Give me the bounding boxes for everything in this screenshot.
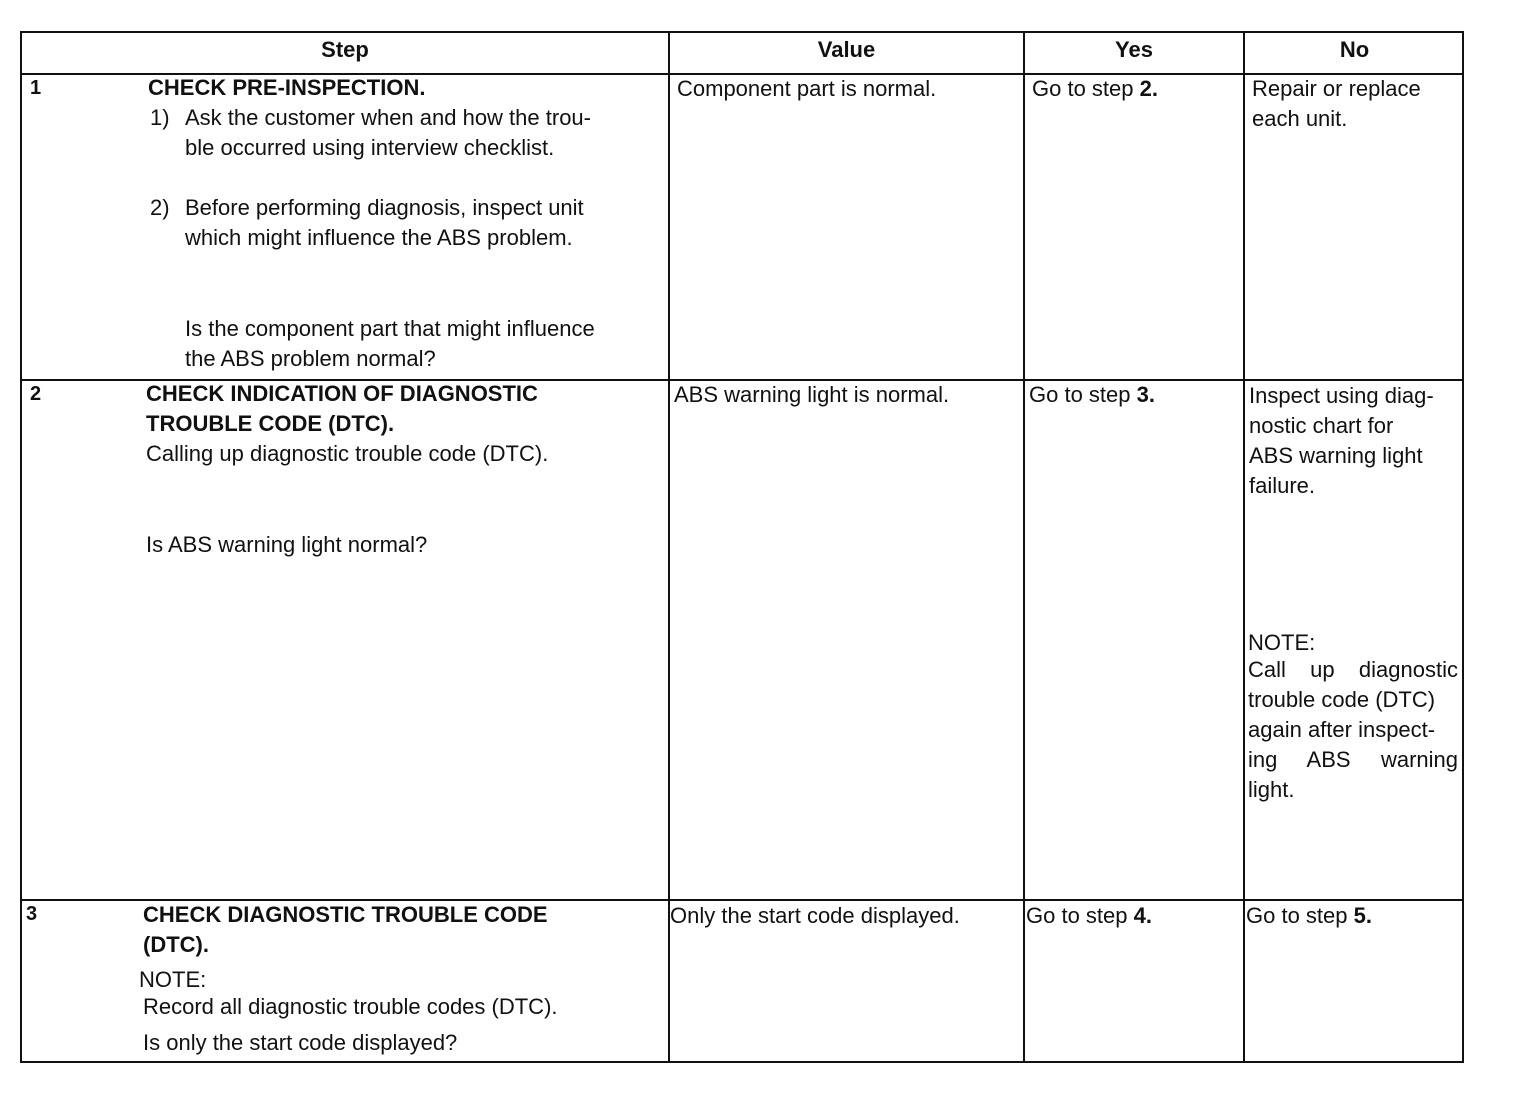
step-title: (DTC). [143,932,209,957]
note-text: Record all diagnostic trouble codes (DTC). [143,994,558,1019]
yes-step: 4. [1133,903,1152,928]
step-title: TROUBLE CODE (DTC). [146,411,395,436]
note-text: ing ABS warning [1248,747,1458,772]
value-text: Component part is normal. [677,76,937,101]
header-step: Step [321,37,369,62]
step-title: CHECK DIAGNOSTIC TROUBLE CODE [143,902,548,927]
yes-step: 2. [1139,76,1158,101]
list-item-number: 2) [150,195,170,220]
diagnostic-table [20,31,1464,1063]
no-text [1246,901,1372,931]
header-no: No [1339,37,1370,62]
step-number: 3 [26,903,38,925]
step-title: CHECK INDICATION OF DIAGNOSTIC [146,381,538,406]
list-item-text: ble occurred using interview checklist. [185,135,555,160]
step-title: CHECK PRE-INSPECTION. [148,75,426,100]
list-item-text: Ask the customer when and how the trou- [185,105,591,130]
value-text: Only the start code displayed. [670,903,960,928]
note-label: NOTE: [1248,630,1316,655]
step-number: 1 [30,77,42,99]
list-item-text: Before performing diagnosis, inspect unit [185,195,584,220]
header-yes: Yes [1115,37,1153,62]
no-prefix: Go to step [1246,903,1354,928]
note-text: Call up diagnostic [1248,657,1458,682]
no-text: Inspect using diag- [1249,383,1434,408]
value-text: ABS warning light is normal. [674,382,950,407]
column-divider [1023,33,1025,1061]
header-value: Value [817,37,876,62]
yes-text [1032,74,1158,104]
step-question: Is only the start code displayed? [143,1030,458,1055]
no-text: each unit. [1252,106,1348,131]
list-item-text: which might influence the ABS problem. [185,225,573,250]
yes-text [1029,380,1155,410]
no-text: nostic chart for [1249,413,1394,438]
no-text: Repair or replace [1252,76,1421,101]
note-text: light. [1248,777,1295,802]
yes-prefix: Go to step [1032,76,1140,101]
note-text: trouble code (DTC) [1248,687,1436,712]
no-text: ABS warning light [1249,443,1423,468]
no-step: 5. [1353,903,1372,928]
step-text: Calling up diagnostic trouble code (DTC). [146,441,549,466]
step-question: Is the component part that might influence [185,316,595,341]
step-question: Is ABS warning light normal? [146,532,428,557]
step-question: the ABS problem normal? [185,346,436,371]
note-text: again after inspect- [1248,717,1436,742]
note-label: NOTE: [139,967,207,992]
yes-prefix: Go to step [1026,903,1134,928]
column-divider [1243,33,1245,1061]
yes-text [1026,901,1152,931]
no-text: failure. [1249,473,1316,498]
step-number: 2 [30,383,42,405]
list-item-number: 1) [150,105,170,130]
yes-step: 3. [1136,382,1155,407]
yes-prefix: Go to step [1029,382,1137,407]
